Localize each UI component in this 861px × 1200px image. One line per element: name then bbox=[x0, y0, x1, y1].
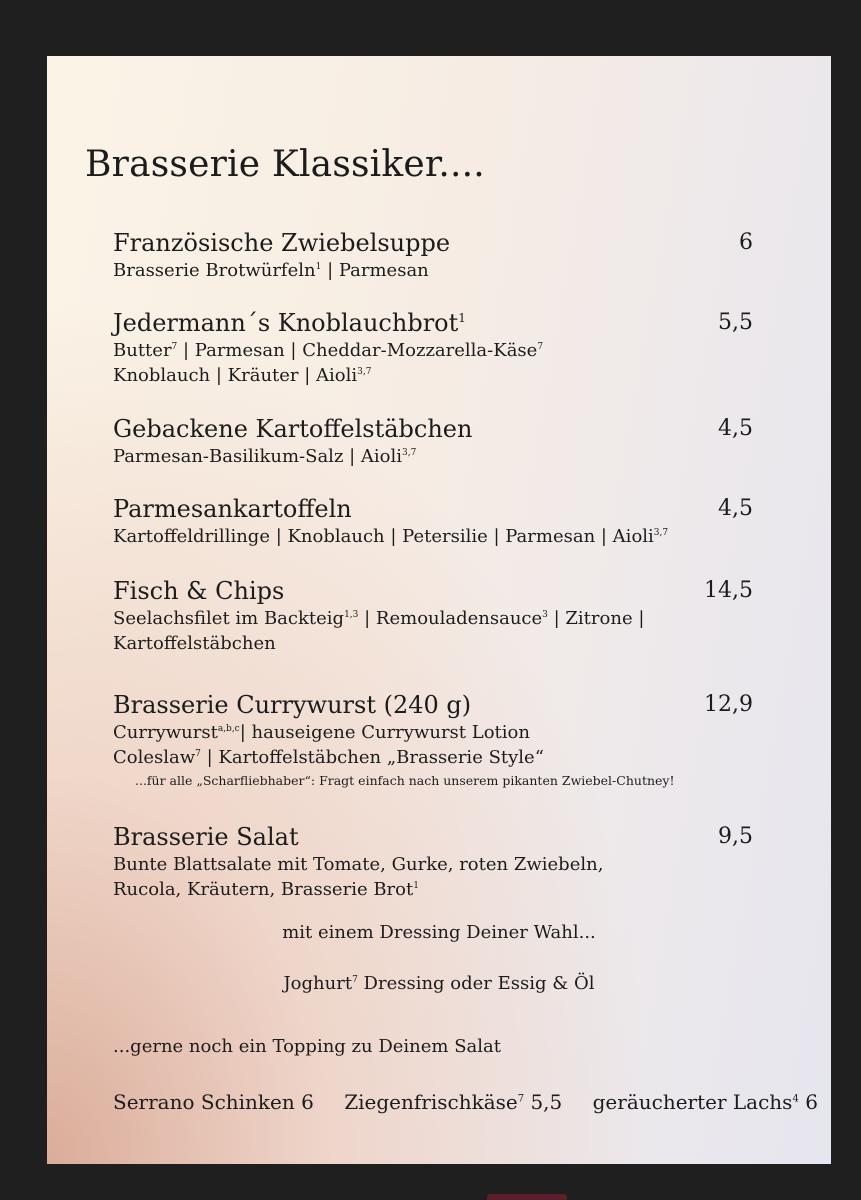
item-name: Brasserie Salat bbox=[113, 823, 299, 851]
topping-item: Ziegenfrischkäse$^7$ 5,5 bbox=[344, 1090, 563, 1114]
item-description bbox=[113, 606, 753, 656]
item-description-line: Rucola, Kräutern, Brasserie Brot$^1$ bbox=[113, 879, 419, 900]
topping-intro: ...gerne noch ein Topping zu Deinem Salat bbox=[113, 1036, 502, 1057]
item-description bbox=[113, 524, 753, 549]
item-description bbox=[113, 852, 753, 902]
item-description-line: Coleslaw$^7$ | Kartoffelstäbchen „Brasserie Style“ bbox=[113, 747, 544, 768]
menu-item bbox=[113, 690, 753, 790]
menu-item bbox=[113, 228, 753, 283]
item-price: 5,5 bbox=[718, 310, 753, 335]
item-description-line: Kartoffeldrillinge | Knoblauch | Petersilie | Parmesan | Aioli$^{3,7}$ bbox=[113, 526, 669, 547]
dressing-intro: mit einem Dressing Deiner Wahl... bbox=[282, 922, 596, 943]
item-price: 12,9 bbox=[704, 692, 753, 717]
menu-item bbox=[113, 494, 753, 549]
bottom-tab bbox=[487, 1194, 567, 1200]
topping-list bbox=[113, 1090, 818, 1114]
item-description-line: Bunte Blattsalate mit Tomate, Gurke, roten Zwiebeln, bbox=[113, 854, 604, 875]
item-description-line: Brasserie Brotwürfeln$^1$ | Parmesan bbox=[113, 260, 429, 281]
item-description-line: Butter$^7$ | Parmesan | Cheddar-Mozzarella-Käse$^7$ bbox=[113, 340, 544, 361]
topping-item: Serrano Schinken 6 bbox=[113, 1090, 314, 1114]
menu-item bbox=[113, 308, 753, 388]
item-price: 9,5 bbox=[718, 824, 753, 849]
item-description-line: Knoblauch | Kräuter | Aioli$^{3,7}$ bbox=[113, 365, 372, 386]
item-description-line: Seelachsfilet im Backteig$^{1,3}$ | Remouladensauce$^3$ | Zitrone | bbox=[113, 608, 645, 629]
page-title: Brasserie Klassiker.... bbox=[85, 144, 485, 185]
item-name: Brasserie Currywurst (240 g) bbox=[113, 691, 472, 719]
menu-item bbox=[113, 414, 753, 469]
item-price: 6 bbox=[739, 230, 753, 255]
menu-page bbox=[47, 56, 831, 1164]
item-price: 4,5 bbox=[718, 496, 753, 521]
item-name: Jedermann´s Knoblauchbrot$^1$ bbox=[113, 309, 466, 337]
item-name: Gebackene Kartoffelstäbchen bbox=[113, 415, 473, 443]
item-description bbox=[113, 258, 753, 283]
item-description-line: Kartoffelstäbchen bbox=[113, 633, 276, 654]
item-description-line: Currywurst$^{a,b,c}$| hauseigene Currywurst Lotion bbox=[113, 722, 530, 743]
item-description bbox=[113, 720, 753, 770]
dressing-options: Joghurt$^7$ Dressing oder Essig & Öl bbox=[283, 973, 595, 994]
item-name: Parmesankartoffeln bbox=[113, 495, 352, 523]
item-note: ...für alle „Scharfliebhaber“: Fragt einfach nach unserem pikanten Zwiebel-Chutney! bbox=[135, 773, 675, 788]
item-description bbox=[113, 338, 753, 388]
item-price: 4,5 bbox=[718, 416, 753, 441]
menu-item bbox=[113, 576, 753, 656]
item-name: Fisch & Chips bbox=[113, 577, 285, 605]
menu-item bbox=[113, 822, 753, 902]
item-description bbox=[113, 444, 753, 469]
item-description-line: Parmesan-Basilikum-Salz | Aioli$^{3,7}$ bbox=[113, 446, 417, 467]
item-name: Französische Zwiebelsuppe bbox=[113, 229, 451, 257]
item-price: 14,5 bbox=[704, 578, 753, 603]
topping-item: geräucherter Lachs$^4$ 6 bbox=[592, 1090, 818, 1114]
